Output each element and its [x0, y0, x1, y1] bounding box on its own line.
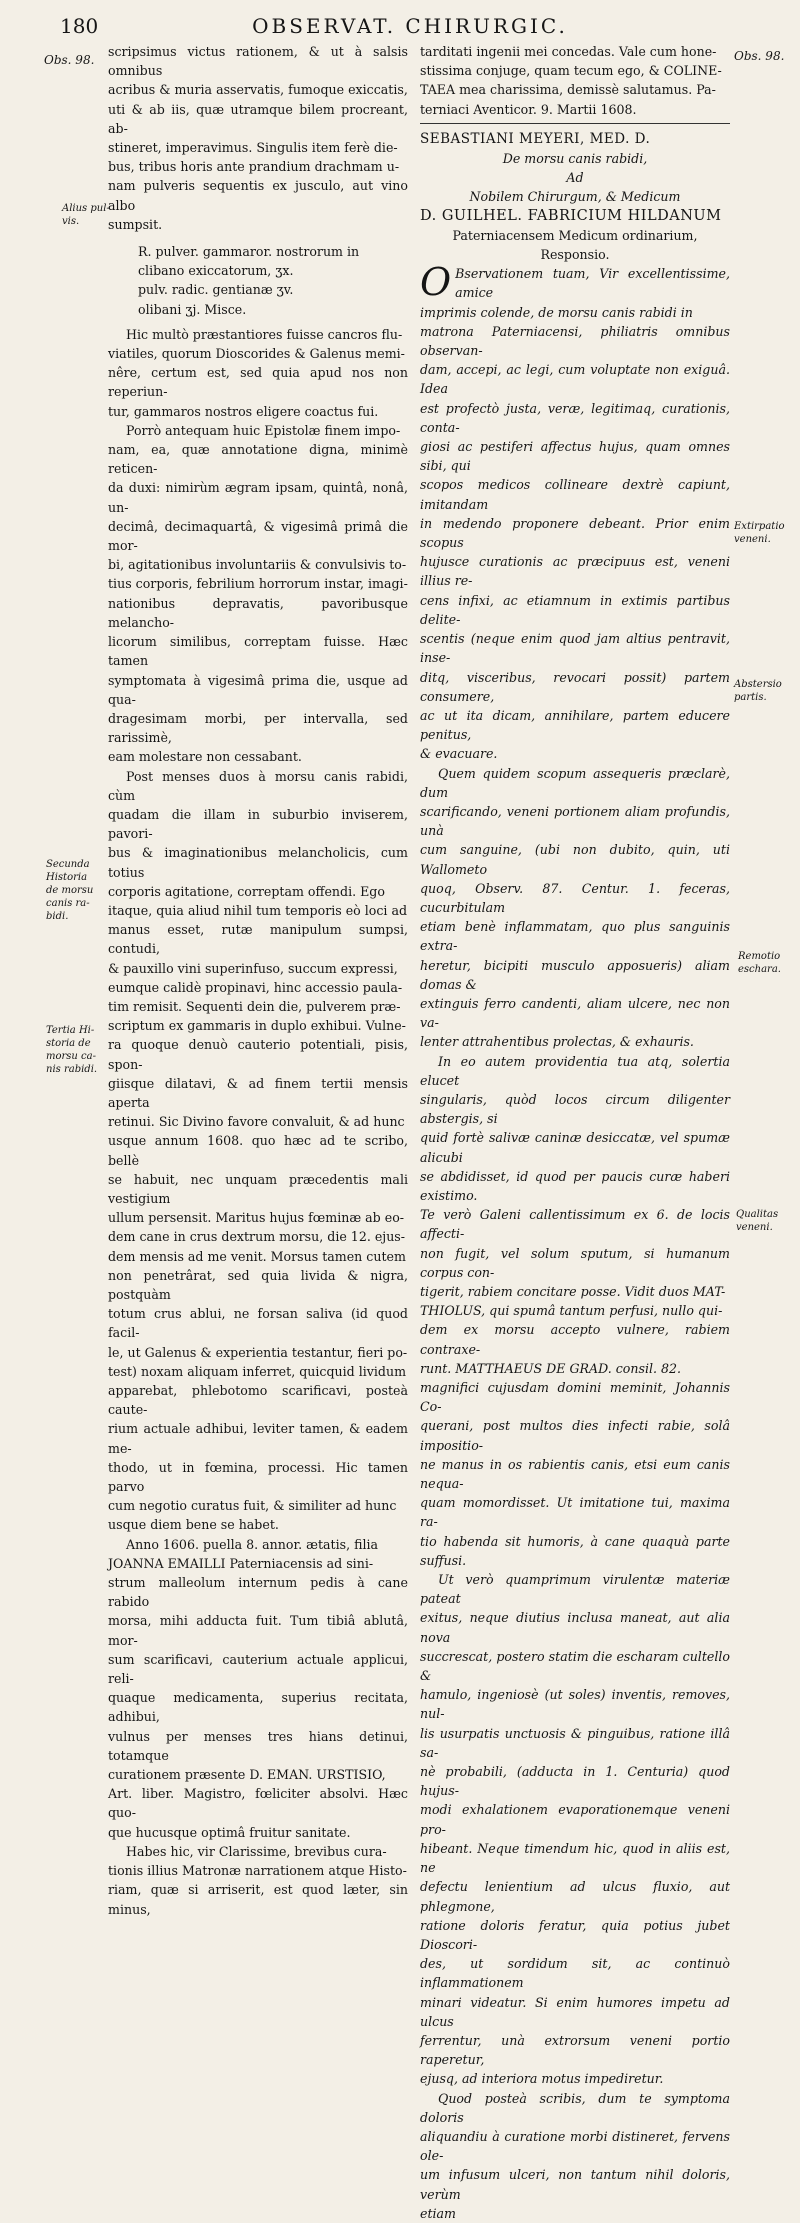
- letter-author: SEBASTIANI MEYERI, MED. D.: [420, 130, 651, 147]
- letter-recipient: D. GUILHEL. FABRICIUM HILDANUM: [420, 207, 722, 224]
- page-number: 180: [60, 14, 99, 38]
- margin-note-obs-right: Obs. 98.: [734, 49, 785, 63]
- section-divider: [420, 123, 730, 124]
- left-column: [108, 42, 408, 1919]
- recipient-title: Paterniacensem Medicum ordinarium, Responsio.: [452, 227, 698, 263]
- paragraph: Anno 1606. puella 8. annor. ætatis, filia JOANNA EMAILLI Paterniacensis ad sini- strum malleolum internum pedis à cane rabido morsa, mihi adducta fuit. Tum tibiâ ablutâ, mor- sum scarificavi, cauterium actuale applicui, reli- quaque medicamenta, superius recitata, adhibui, vulnus per menses tres hians detinui, totamque curationem præsente D. EMAN. URSTISIO, Art. liber. Magistro, fœliciter absolvi. Hæc quo- que hucusque optimâ fruitur sanitate.: [108, 1536, 408, 1840]
- running-title: OBSERVAT. CHIRURGIC.: [252, 14, 568, 38]
- paragraph-text: Bservationem tuam, Vir excellentissime, amice imprimis colende, de morsu canis rabidi in matrona Paterniacensi, philiatris omnibus observan- dam, accepi, ac legi, cum voluptate non exiguâ. Idea est profectò justa, veræ, legitimaq, curationis, conta- giosi ac pestiferi affectus hujus, quam omnes sibi, qui scopos medicos collineare dextrè capiunt, imitandam in medendo proponere debeant. Prior enim scopus hujusce curationis ac præcipuus est, veneni illius re- cens infixi, ac etiamnum in extimis partibus delite- scentis (neque enim quod jam altius pentravit, inse- ditq, visceribus, revocari possit) partem consumere, ac ut ita dicam, annihilare, partem educere penitus, & evacuare.: [420, 266, 730, 762]
- paragraph: Quod posteà scribis, dum te symptoma doloris aliquandiu à curatione morbi distineret, fervens ole- um infusum ulceri, non tantum nihil doloris, verùm etiam: [420, 2090, 730, 2221]
- margin-note-qualitas: Qualitas veneni.: [736, 1209, 779, 1233]
- margin-note-obs-left: Obs. 98.: [44, 53, 95, 67]
- right-column: [420, 42, 730, 2223]
- margin-note-remotio: Remotio eschara.: [738, 951, 781, 975]
- page-header: [60, 14, 760, 42]
- paragraph: scripsimus victus rationem, & ut à salsis omnibus acribus & muria asservatis, fumoque exiccatis, uti & ab iis, quæ utramque bilem procreant, ab- stineret, imperavimus. Singulis item ferè die- bus, tribus horis ante prandium drachmam u- nam pulveris sequentis ex jusculo, aut vino albo sumpsit.: [108, 44, 408, 232]
- paragraph: Hic multò præstantiores fuisse cancros flu- viatiles, quorum Dioscorides & Galenus memi- nêre, certum est, sed quia apud nos non reperiun- tur, gammaros nostros eligere coactus fui.: [108, 326, 408, 419]
- paragraph: In eo autem providentia tua atq, solertia elucet singularis, quòd locos circum diligenter abstergis, si quid fortè salivæ caninæ desiccatæ, vel spumæ alicubi se abdidisset, id quod per paucis curæ haberi existimo. Te verò Galeni callentissimum ex 6. de locis affecti- non fugit, vel solum sputum, si humanum corpus con- tigerit, rabiem concitare posse. Vidit duos MAT- THIOLUS, qui spumâ tantum perfusi, nullo qui- dem ex morsu accepto vulnere, rabiem contraxe- runt. MATTHAEUS DE GRAD. consil. 82. magnifici cujusdam domini meminit, Johannis Co- querani, post multos dies infecti rabie, solâ impositio- ne manus in os rabientis canis, etsi eum canis nequa- quam momordisset. Ut imitatione tui, maxima ra- tio habenda sit humoris, à cane quaquà parte suffusi.: [420, 1053, 730, 1568]
- margin-note-secunda-historia: Secunda Historia de morsu canis ra- bidi.: [46, 859, 94, 922]
- paragraph: Post menses duos à morsu canis rabidi, cùm quadam die illam in suburbio inviserem, pavori- bus & imaginationibus melancholicis, cum totius corporis agitatione, correptam offendi. Ego itaque, quia aliud nihil tum temporis eò loci ad manus esset, rutæ manipulum sumpsi, contudi, & pauxillo vini superinfuso, succum expressi, eumque calidè propinavi, hinc accessio paula- tim remisit. Sequenti dein die, pulverem præ- scriptum ex gammaris in duplo exhibui. Vulne- ra quoque denuò cauterio potentiali, pisis, spon- giisque dilatavi, & ad finem tertii mensis aperta retinui. Sic Divino favore convaluit, & ad hunc usque annum 1608. quo hæc ad te scribo, bellè se habuit, nec unquam præcedentis mali vestigium ullum persensit. Maritus hujus fœminæ ab eo- dem cane in crus dextrum morsu, die 12. ejus- dem mensis ad me venit. Morsus tamen cutem non penetrârat, sed quia livida & nigra, postquàm totum crus ablui, ne forsan saliva (id quod facil- le, ut Galenus & experientia testantur, fieri po- test) noxam aliquam inferret, quicquid lividum apparebat, phlebotomo scarificavi, posteà caute- rium actuale adhibui, leviter tamen, & eadem me- thodo, ut in fœmina, processi. Hic tamen parvo cum negotio curatus fuit, & similiter ad hunc usque diem bene se habet.: [108, 768, 408, 1533]
- paragraph: Ut verò quamprimum virulentæ materiæ pateat exitus, neque diutius inclusa maneat, aut alia nova succrescat, postero statim die escharam cultello & hamulo, ingeniosè (ut soles) inventis, removes, nul- lis usurpatis unctuosis & pinguibus, ratione illâ sa- nè probabili, (adducta in 1. Centuria) quod hujus- modi exhalationem evaporationemque veneni pro- hibeant. Neque timendum hic, quod in aliis est, ne defectu lenientium ad ulcus fluxio, aut phlegmone, ratione doloris feratur, quia potius jubet Dioscori- des, ut sordidum sit, ac continuò inflammationem minari videatur. Si enim humores impetu ad ulcus ferrentur, unà extrorsum veneni portio raperetur, ejusq, ad interiora motus impediretur.: [420, 1572, 730, 2087]
- margin-note-tertia-historia: Tertia Hi- storia de morsu ca- nis rabidi.: [46, 1025, 98, 1075]
- margin-note-alius-pulvis: Alius pul- vis.: [62, 203, 110, 227]
- paragraph: [420, 260, 730, 763]
- paragraph: tarditati ingenii mei concedas. Vale cum hone- stissima conjuge, quam tecum ego, & COLINE- TAEA mea charissima, demissè salutamus. Pa- terniaci Aventicor. 9. Martii 1608.: [420, 44, 722, 117]
- paragraph: Quem quidem scopum assequeris præclarè, dum scarificando, veneni portionem aliam profundis, unà cum sanguine, (ubi non dubito, quin, uti Wallometo quoq, Observ. 87. Centur. 1. feceras, cucurbitulam etiam benè inflammatam, quo plus sanguinis extra- heretur, bicipiti musculo apposueris) aliam domas & extinguis ferro candenti, aliam ulcere, nec non va- lenter attrahentibus prolectas, & exhauris.: [420, 765, 730, 1050]
- drop-cap: O: [420, 260, 452, 305]
- paragraph: Habes hic, vir Clarissime, brevibus cura- tionis illius Matronæ narrationem atque Histo- riam, quæ si arriserit, est quod læter, sin minus,: [108, 1843, 408, 1917]
- letter-subject: De morsu canis rabidi, Ad Nobilem Chirurgum, & Medicum: [469, 151, 681, 205]
- margin-note-abstersio: Abstersio partis.: [734, 679, 782, 703]
- paragraph: Porrò antequam huic Epistolæ finem impo- nam, ea, quæ annotatione digna, minimè reticen- da duxi: nimirùm ægram ipsam, quintâ, nonâ, un- decimâ, decimaquartâ, & vigesimâ primâ die mor- bi, agitationibus involuntariis & convulsivis to- tius corporis, febrilium horrorum instar, imagi- nationibus depravatis, pavoribusque melancho- licorum similibus, correptam fuisse. Hæc tamen symptomata à vigesimâ prima die, usque ad qua- dragesimam morbi, per intervalla, sed rarissimè, eam molestare non cessabant.: [108, 422, 408, 765]
- recipe: R. pulver. gammaror. nostrorum in clibano exiccatorum, ʒx. pulv. radic. gentianæ ʒv. olibani ʒj. Misce.: [138, 244, 360, 317]
- margin-note-extirpatio: Extirpatio veneni.: [734, 521, 785, 545]
